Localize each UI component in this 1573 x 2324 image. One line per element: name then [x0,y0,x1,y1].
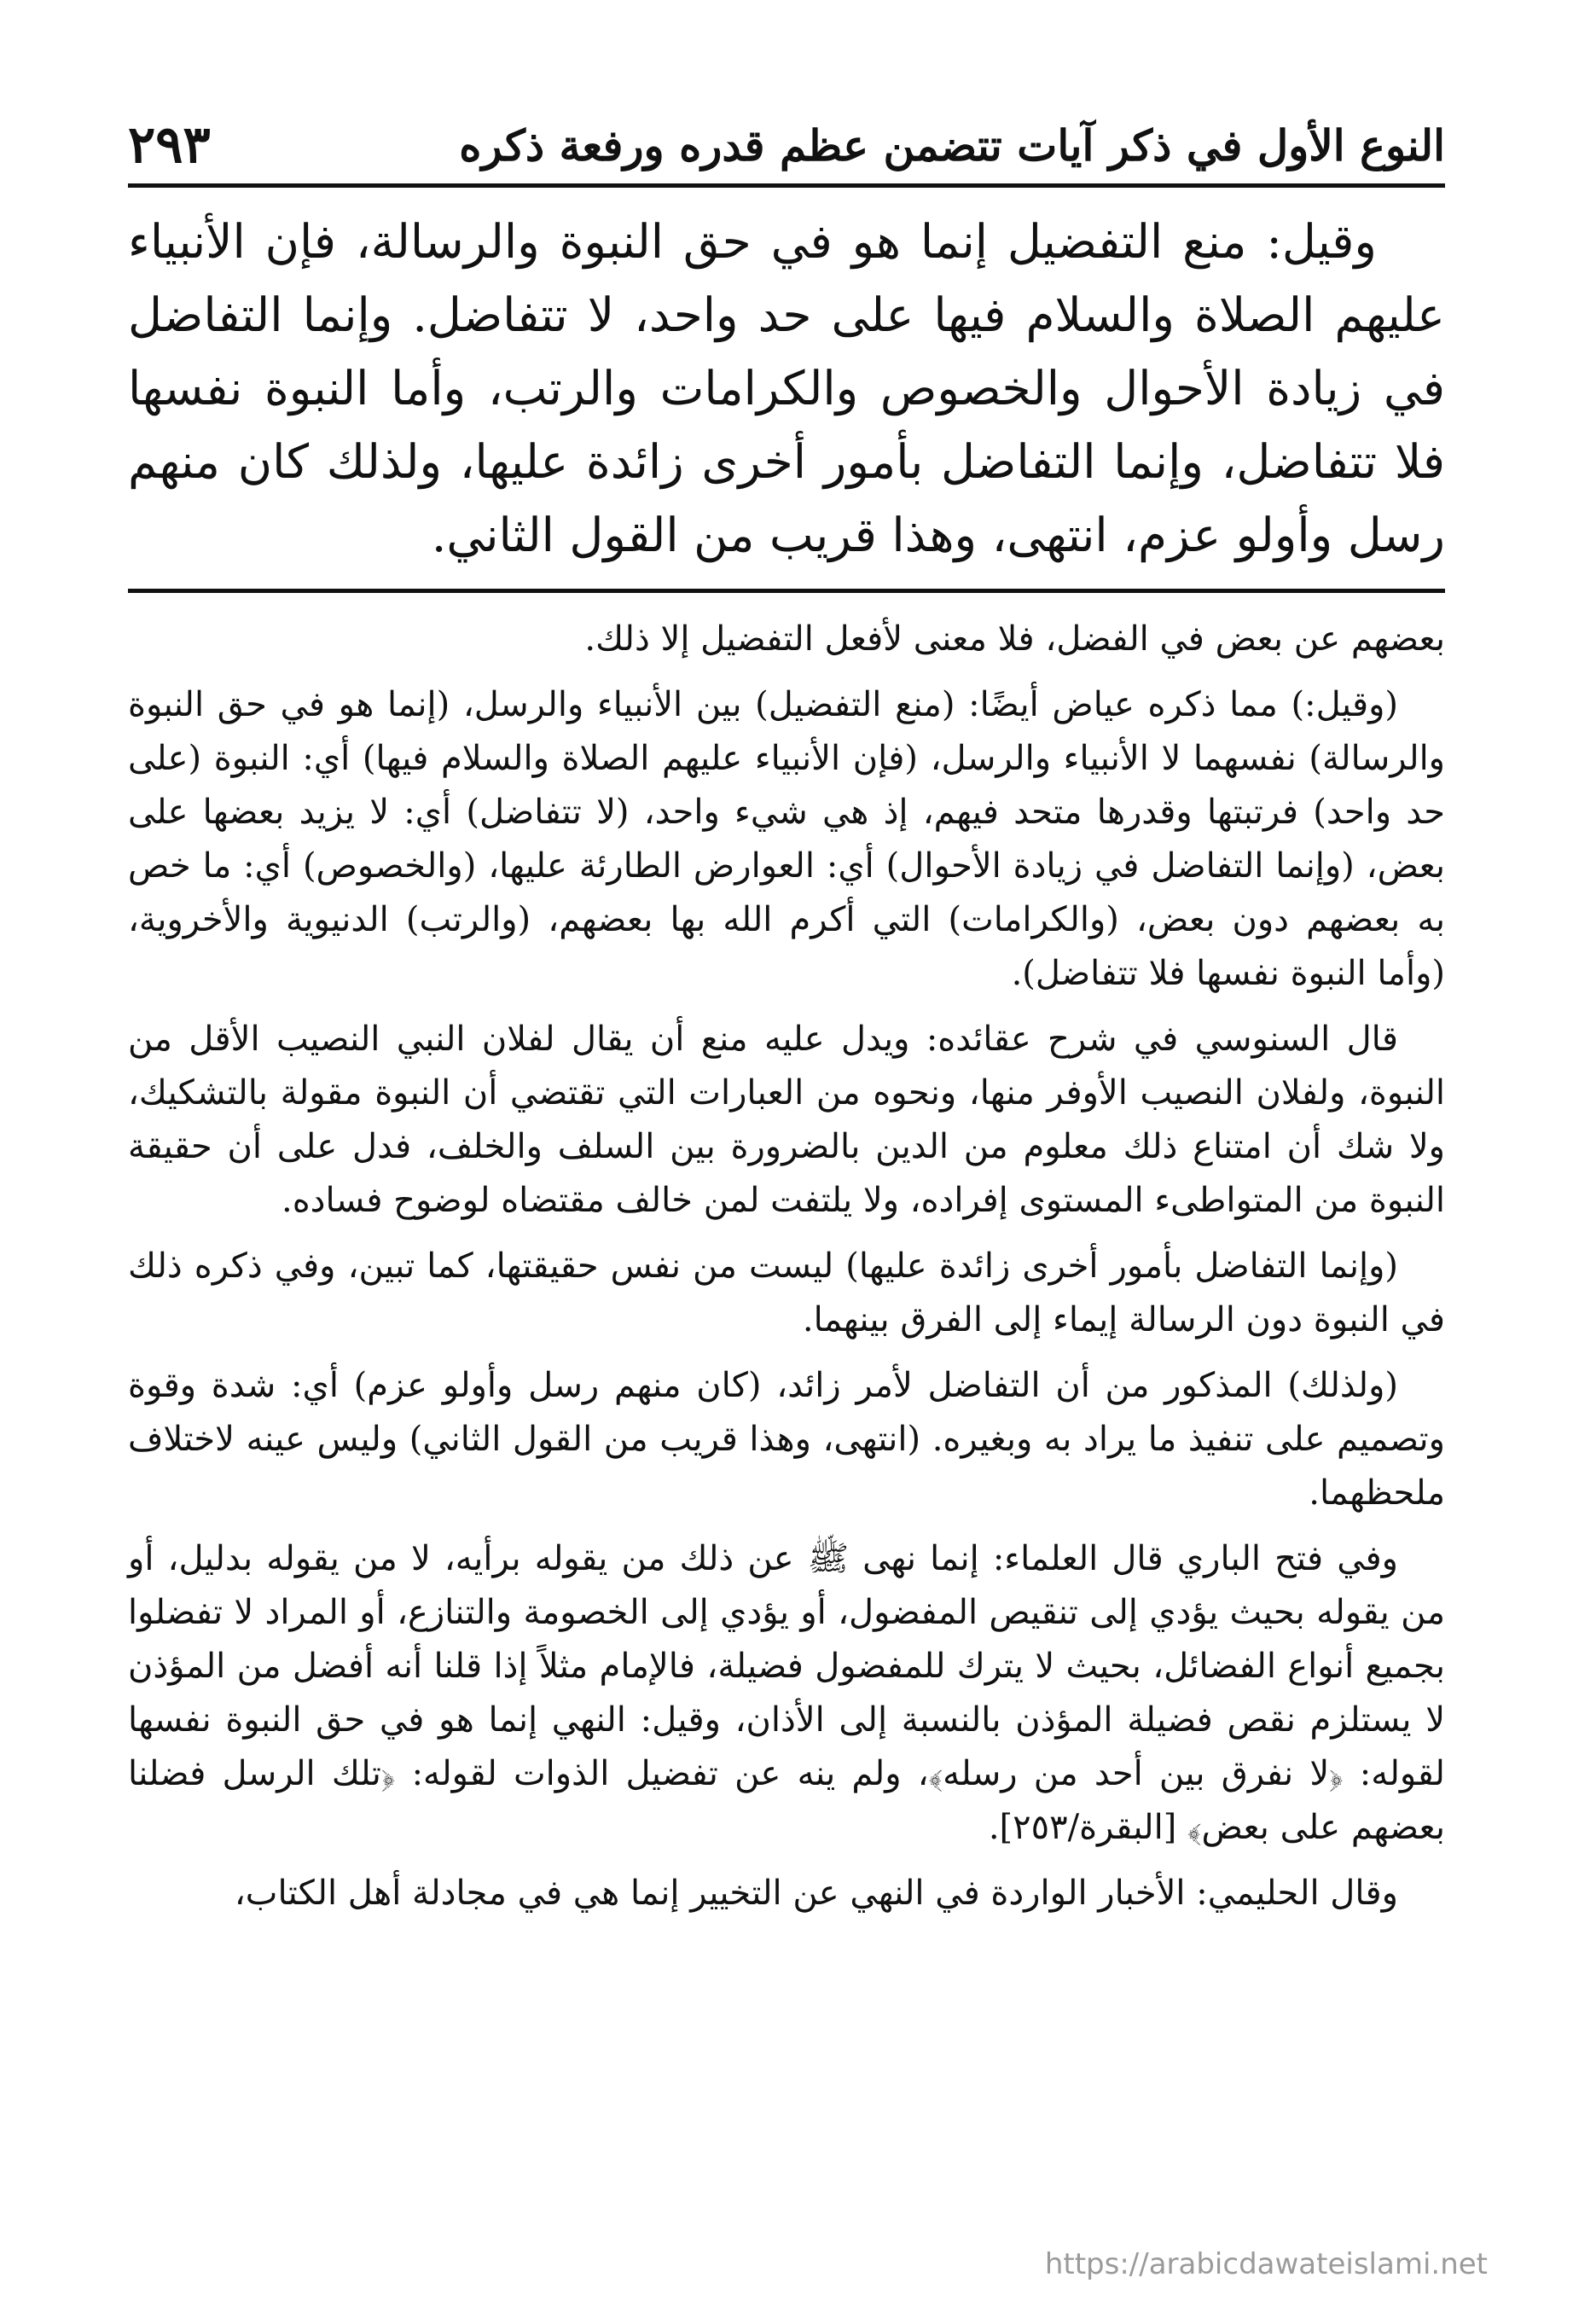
main-text [128,205,1445,572]
commentary-paragraph: (وقيل:) مما ذكره عياض أيضًا: (منع التفضيل) بين الأنبياء والرسل، (إنما هو في حق النبوة والرسالة) نفسهما لا الأنبياء والرسل، (فإن الأنبياء عليهم الصلاة والسلام فيها) أي: النبوة (على حد واحد) فرتبتها وقدرها متحد فيهم، إذ هي شيء واحد، (لا تتفاضل) أي: لا يزيد بعضها على بعض، (وإنما التفاضل في زيادة الأحوال) أي: العوارض الطارئة عليها، (والخصوص) أي: ما خص به بعضهم دون بعض، (والكرامات) التي أكرم الله بها بعضهم، (والرتب) الدنيوية والأخروية، (وأما النبوة نفسها فلا تتفاضل). [128,685,1445,993]
commentary-paragraph: قال السنوسي في شرح عقائده: ويدل عليه منع أن يقال لفلان النبي النصيب الأقل من النبوة، ولفلان النصيب الأوفر منها، ونحوه من العبارات التي تقتضي أن النبوة مقولة بالتشكيك، ولا شك أن امتناع ذلك معلوم من الدين بالضرورة بين السلف والخلف، فدل على أن حقيقة النبوة من المتواطىء المستوى إفراده، ولا يلتفت لمن خالف مقتضاه لوضوح فساده. [128,1020,1446,1220]
main-paragraph: وقيل: منع التفضيل إنما هو في حق النبوة والرسالة، فإن الأنبياء عليهم الصلاة والسلام فيها على حد واحد، لا تتفاضل. وإنما التفاضل في زيادة الأحوال والخصوص والكرامات والرتب، وأما النبوة نفسها فلا تتفاضل، وإنما التفاضل بأمور أخرى زائدة عليها، ولذلك كان منهم رسل وأولو عزم، انتهى، وهذا قريب من القول الثاني. [128,214,1445,562]
chapter-title: النوع الأول في ذكر آيات تتضمن عظم قدره ورفعة ذكره [459,119,1445,171]
commentary-paragraph: وقال الحليمي: الأخبار الواردة في النهي عن التخيير إنما هي في مجادلة أهل الكتاب، [234,1874,1398,1913]
running-header [128,102,1445,188]
separator-rule [128,589,1445,593]
commentary-paragraph: (وإنما التفاضل بأمور أخرى زائدة عليها) ليست من نفس حقيقتها، كما تبين، وفي ذكره ذلك في النبوة دون الرسالة إيماء إلى الفرق بينهما. [128,1246,1445,1339]
commentary [128,613,1445,1932]
commentary-paragraph: وفي فتح الباري قال العلماء: إنما نهى ﷺ عن ذلك من يقوله برأيه، لا من يقوله بدليل، أو من يقوله بحيث يؤدي إلى تنقيص المفضول، أو يؤدي إلى الخصومة والتنازع، أو المراد لا تفضلوا بجميع أنواع الفضائل، بحيث لا يترك للمفضول فضيلة، فالإمام مثلاً إذا قلنا أنه أفضل من المؤذن لا يستلزم نقص فضيلة المؤذن بالنسبة إلى الأذان، وقيل: النهي إنما هو في حق النبوة نفسها لقوله: ﴿لا نفرق بين أحد من رسله﴾، ولم ينه عن تفضيل الذوات لقوله: ﴿تلك الرسل فضلنا بعضهم على بعض﴾ [البقرة/٢٥٣]. [128,1539,1446,1847]
watermark-url: https://arabicdawateislami.net [1044,2247,1488,2281]
commentary-paragraph: بعضهم عن بعض في الفضل، فلا معنى لأفعل التفضيل إلا ذلك. [584,619,1445,659]
commentary-paragraph: (ولذلك) المذكور من أن التفاضل لأمر زائد، (كان منهم رسل وأولو عزم) أي: شدة وقوة وتصميم على تنفيذ ما يراد به وبغيره. (انتهى، وهذا قريب من القول الثاني) وليس عينه لاختلاف ملحظهما. [128,1366,1445,1513]
page-number: ٢٩٣ [128,115,211,175]
header-rule [128,183,1445,188]
